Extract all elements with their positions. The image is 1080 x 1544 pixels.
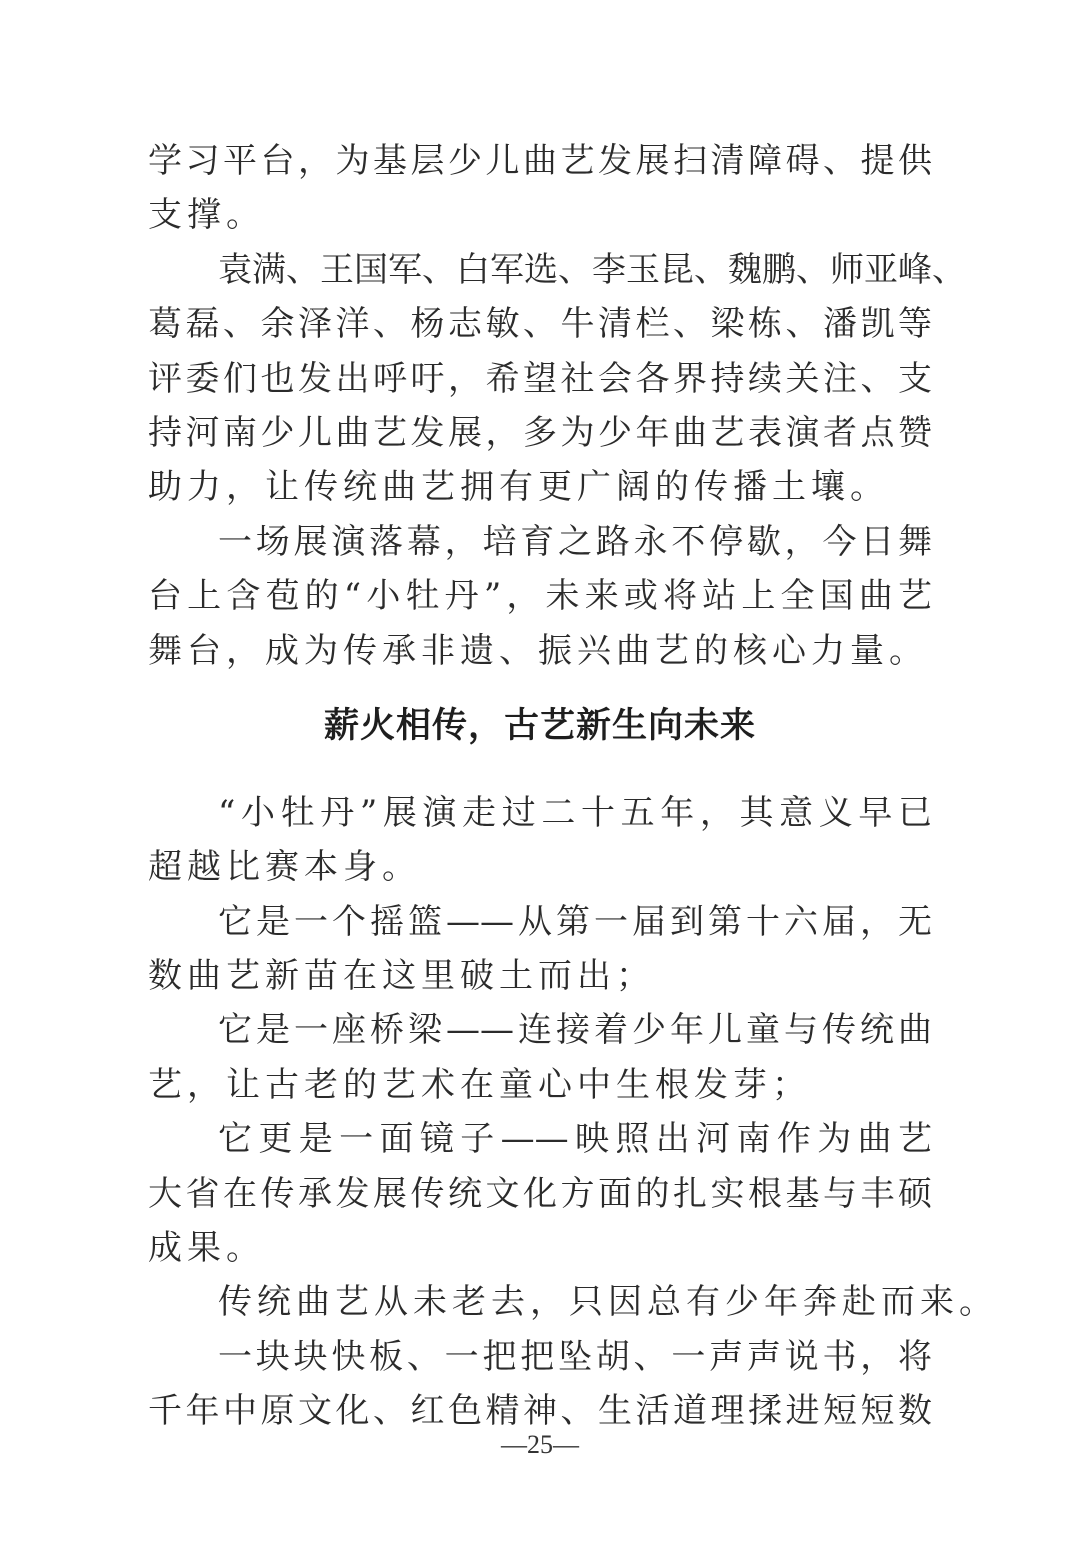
text-line: 袁满、王国军、白军选、李玉昆、魏鹏、师亚峰、 [218,249,966,290]
text-line: “小牡丹”展演走过二十五年，其意义早已 [218,792,932,833]
text-line: 它更是一面镜子——映照出河南作为曲艺 [218,1119,932,1160]
text-line: 一块块快板、一把把坠胡、一声声说书，将 [218,1336,932,1377]
document-body [148,134,998,1439]
paragraphs-after-heading [148,786,998,1439]
section-heading: 薪火相传，古艺新生向未来 [323,705,756,746]
heading-spacer [148,778,932,786]
text-line: 千年中原文化、红色精神、生活道理揉进短短数 [148,1391,932,1432]
text-line: 一场展演落幕，培育之路永不停歇，今日舞 [218,521,932,562]
text-line: 艺，让古老的艺术在童心中生根发芽； [148,1064,811,1105]
text-line: 成果。 [148,1228,265,1269]
paragraphs-before-heading [148,134,966,678]
text-line: 评委们也发出呼吁，希望社会各界持续关注、支 [148,358,932,399]
text-line: 台上含苞的“小牡丹”，未来或将站上全国曲艺 [148,576,932,617]
text-line: 它是一个摇篮——从第一届到第十六届，无 [218,901,932,942]
text-line: 大省在传承发展传统文化方面的扎实根基与丰硕 [148,1173,932,1214]
text-line: 它是一座桥梁——连接着少年儿童与传统曲 [218,1010,932,1051]
text-line: 葛磊、余泽洋、杨志敏、牛清栏、梁栋、潘凯等 [148,304,932,345]
text-line: 数曲艺新苗在这里破土而出； [148,956,655,997]
text-line: 助力，让传统曲艺拥有更广阔的传播土壤。 [148,467,889,508]
text-line: 超越比赛本身。 [148,847,421,888]
page-number: —25— [501,1430,579,1459]
text-line: 传统曲艺从未老去，只因总有少年奔赴而来。 [218,1282,998,1323]
text-line: 学习平台，为基层少儿曲艺发展扫清障碍、提供 [148,141,932,181]
text-line: 持河南少儿曲艺发展，多为少年曲艺表演者点赞 [148,412,932,453]
text-line: 支撑。 [148,195,265,236]
text-line: 舞台，成为传承非遗、振兴曲艺的核心力量。 [148,630,928,671]
